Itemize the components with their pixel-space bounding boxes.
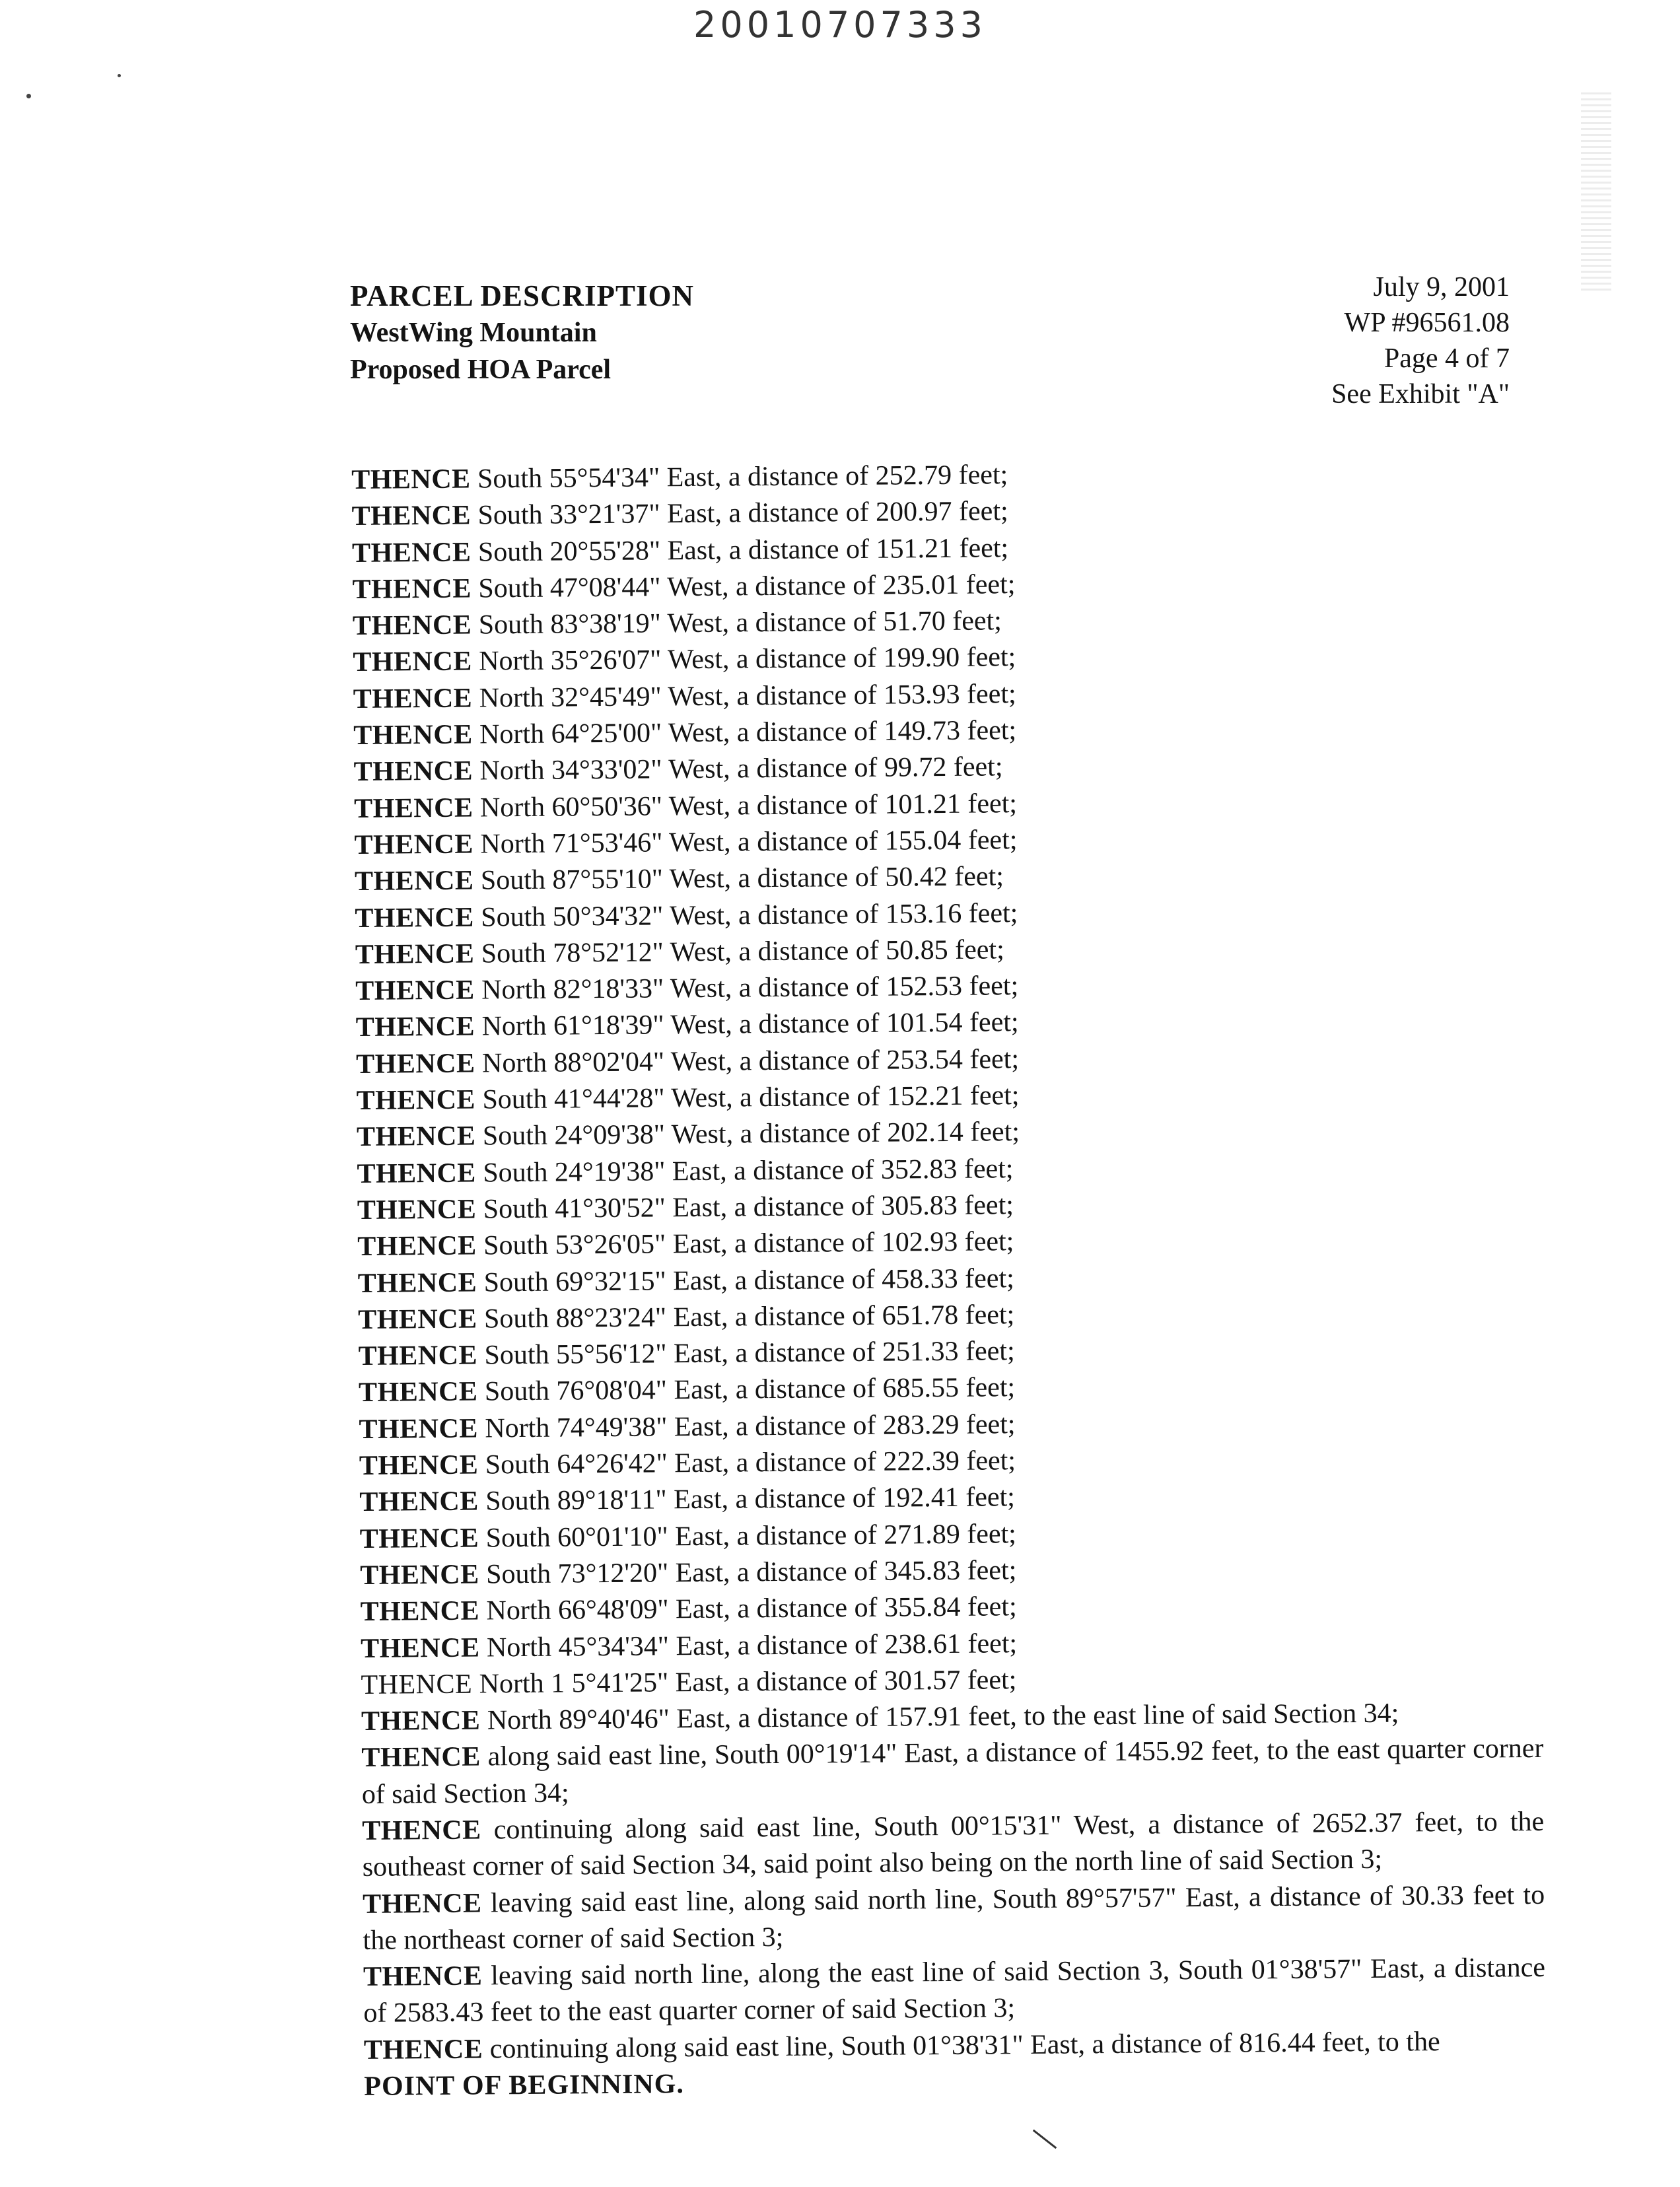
call-text: South 64°26'42" East, a distance of 222.39 feet; [478, 1445, 1016, 1480]
call-text: North 88°02'04" West, a distance of 253.54 feet; [475, 1043, 1020, 1079]
call-text: South 89°18'11" East, a distance of 192.41 feet; [478, 1482, 1016, 1517]
subject-name: WestWing Mountain [350, 318, 597, 348]
thence-keyword: THENCE [359, 1413, 479, 1445]
header-right [1331, 269, 1510, 412]
thence-keyword: THENCE [363, 1961, 483, 1993]
call-text: South 20°55'28" East, a distance of 151.21 feet; [471, 532, 1009, 568]
call-text: South 83°38'19" West, a distance of 51.70 feet; [472, 606, 1002, 641]
thence-keyword: THENCE [351, 500, 472, 532]
thence-keyword: THENCE [358, 1340, 478, 1372]
thence-keyword: THENCE [354, 865, 474, 897]
call-text: South 78°52'12" West, a distance of 50.85 feet; [474, 934, 1004, 969]
call-text: North 82°18'33" West, a distance of 152.53 feet; [474, 971, 1019, 1006]
call-text: South 53°26'05" East, a distance of 102.93 feet; [476, 1226, 1014, 1261]
scan-speck [26, 94, 31, 98]
boundary-paragraph [363, 1950, 1546, 2032]
recording-number: 20010707333 [693, 4, 987, 46]
thence-keyword: THENCE [356, 1121, 476, 1153]
call-text: South 60°01'10" East, a distance of 271.89 feet; [478, 1518, 1017, 1554]
boundary-paragraph [363, 1877, 1545, 1959]
page-number: Page 4 of 7 [1383, 343, 1510, 374]
call-text: South 87°55'10" West, a distance of 50.42 feet; [473, 861, 1004, 896]
thence-keyword: THENCE [357, 1158, 477, 1189]
thence-keyword: THENCE [358, 1376, 478, 1408]
call-text: North 74°49'38" East, a distance of 283.29 feet; [477, 1408, 1016, 1444]
thence-keyword: THENCE [356, 1084, 476, 1117]
document-title: PARCEL DESCRIPTION [350, 279, 694, 312]
call-text: North 89°40'46" East, a distance of 157.91 feet, to the east line of said Section 34; [480, 1698, 1399, 1736]
paragraph-text: along said east line, South 00°19'14" East, a distance of 1455.92 feet, to the east quarter corner of said Section 34; [361, 1733, 1544, 1810]
scan-speck [118, 74, 121, 77]
thence-keyword: THENCE [355, 975, 475, 1007]
call-text: North 35°26'07" West, a distance of 199.90 feet; [472, 642, 1016, 677]
scan-mark [1033, 2130, 1057, 2149]
boundary-paragraph [361, 1731, 1544, 1813]
thence-keyword: THENCE [363, 2034, 483, 2066]
thence-keyword: THENCE [357, 1194, 477, 1226]
thence-keyword: THENCE [360, 1632, 480, 1664]
thence-keyword: THENCE [353, 719, 473, 751]
call-text: South 50°34'32" West, a distance of 153.16 feet; [473, 897, 1018, 933]
call-text: South 55°56'12" East, a distance of 251.33 feet; [477, 1336, 1015, 1371]
call-text: North 32°45'49" West, a distance of 153.93 feet; [472, 678, 1016, 714]
paragraph-text: continuing along said east line, South 01°38'31" East, a distance of 816.44 feet, to the [483, 2026, 1440, 2065]
thence-keyword: THENCE [355, 1012, 475, 1043]
thence-keyword: THENCE [355, 902, 474, 934]
thence-keyword: THENCE [359, 1523, 479, 1554]
thence-keyword: THENCE [362, 1888, 482, 1920]
thence-keyword: THENCE [353, 792, 473, 824]
thence-keyword: THENCE [358, 1303, 477, 1335]
header-left [350, 277, 694, 388]
call-text: North 71°53'46" West, a distance of 155.04 feet; [473, 825, 1018, 860]
thence-keyword: THENCE [361, 1705, 481, 1737]
thence-keyword: THENCE [351, 537, 472, 569]
thence-keyword: THENCE [353, 646, 472, 678]
document-date: July 9, 2001 [1373, 272, 1510, 302]
thence-keyword: THENCE [353, 683, 473, 714]
call-text: South 24°09'38" West, a distance of 202.14 feet; [475, 1117, 1020, 1152]
thence-keyword: THENCE [355, 1048, 475, 1080]
exhibit-reference: See Exhibit "A" [1331, 379, 1510, 409]
call-text: South 47°08'44" West, a distance of 235.01 feet; [471, 569, 1016, 604]
call-text: South 55°54'34" East, a distance of 252.79 feet; [470, 460, 1008, 495]
thence-keyword: THENCE [361, 1741, 481, 1774]
thence-keyword: THENCE [361, 1669, 473, 1700]
call-text: North 34°33'02" West, a distance of 99.72 feet; [472, 751, 1003, 786]
boundary-paragraph [364, 2023, 1547, 2106]
call-text: South 41°30'52" East, a distance of 305.83 feet; [476, 1190, 1014, 1225]
call-text: North 61°18'39" West, a distance of 101.54 feet; [474, 1007, 1019, 1043]
thence-keyword: THENCE [357, 1230, 477, 1263]
point-of-beginning: POINT OF BEGINNING. [364, 2069, 685, 2102]
call-text: North 64°25'00" West, a distance of 149.73 feet; [472, 715, 1017, 750]
boundary-paragraph [362, 1804, 1545, 1887]
paragraph-text: leaving said north line, along the east line of said Section 3, South 01°38'57" East, a distance of 2583.43 feet to the east quarter corner of said Section 3; [363, 1953, 1546, 2029]
thence-keyword: THENCE [360, 1559, 479, 1591]
thence-keyword: THENCE [362, 1815, 481, 1846]
call-text: North 60°50'36" West, a distance of 101.21 feet; [473, 788, 1018, 823]
call-text: North 66°48'09" East, a distance of 355.84 feet; [479, 1591, 1017, 1626]
thence-keyword: THENCE [355, 938, 475, 970]
paragraph-text: continuing along said east line, South 00°15'31" West, a distance of 2652.37 feet, to the southeast corner of said Section 34, said point also being on the north line of said Section 3; [362, 1806, 1545, 1883]
thence-keyword: THENCE [359, 1486, 479, 1518]
work-project-number: WP #96561.08 [1344, 308, 1510, 338]
call-text: South 69°32'15" East, a distance of 458.33 feet; [476, 1263, 1014, 1298]
call-text: South 41°44'28" West, a distance of 152.21 feet; [475, 1080, 1020, 1115]
thence-keyword: THENCE [360, 1595, 480, 1628]
call-text: South 73°12'20" East, a distance of 345.83 feet; [479, 1555, 1017, 1590]
boundary-paragraphs [361, 1731, 1553, 2105]
call-text: North 1 5°41'25" East, a distance of 301.57 feet; [472, 1664, 1017, 1700]
thence-keyword: THENCE [354, 829, 474, 860]
parcel-name: Proposed HOA Parcel [350, 355, 612, 385]
paragraph-text: leaving said east line, along said north line, South 89°57'57" East, a distance of 30.33 feet to the northeast corner of said Section 3; [363, 1879, 1545, 1956]
call-text: South 76°08'04" East, a distance of 685.55 feet; [477, 1372, 1016, 1407]
call-text: North 45°34'34" East, a distance of 238.61 feet; [479, 1628, 1018, 1663]
thence-keyword: THENCE [352, 609, 472, 642]
thence-keyword: THENCE [353, 755, 473, 788]
legal-description [351, 453, 1553, 2105]
bearing-calls [351, 453, 1550, 1740]
thence-keyword: THENCE [351, 464, 471, 495]
faint-stamp-mark [1581, 92, 1611, 291]
thence-keyword: THENCE [359, 1449, 479, 1481]
thence-keyword: THENCE [352, 573, 472, 605]
call-text: South 24°19'38" East, a distance of 352.83 feet; [475, 1153, 1014, 1189]
call-text: South 88°23'24" East, a distance of 651.78 feet; [477, 1299, 1015, 1335]
call-text: South 33°21'37" East, a distance of 200.97 feet; [470, 496, 1008, 531]
thence-keyword: THENCE [357, 1267, 477, 1299]
